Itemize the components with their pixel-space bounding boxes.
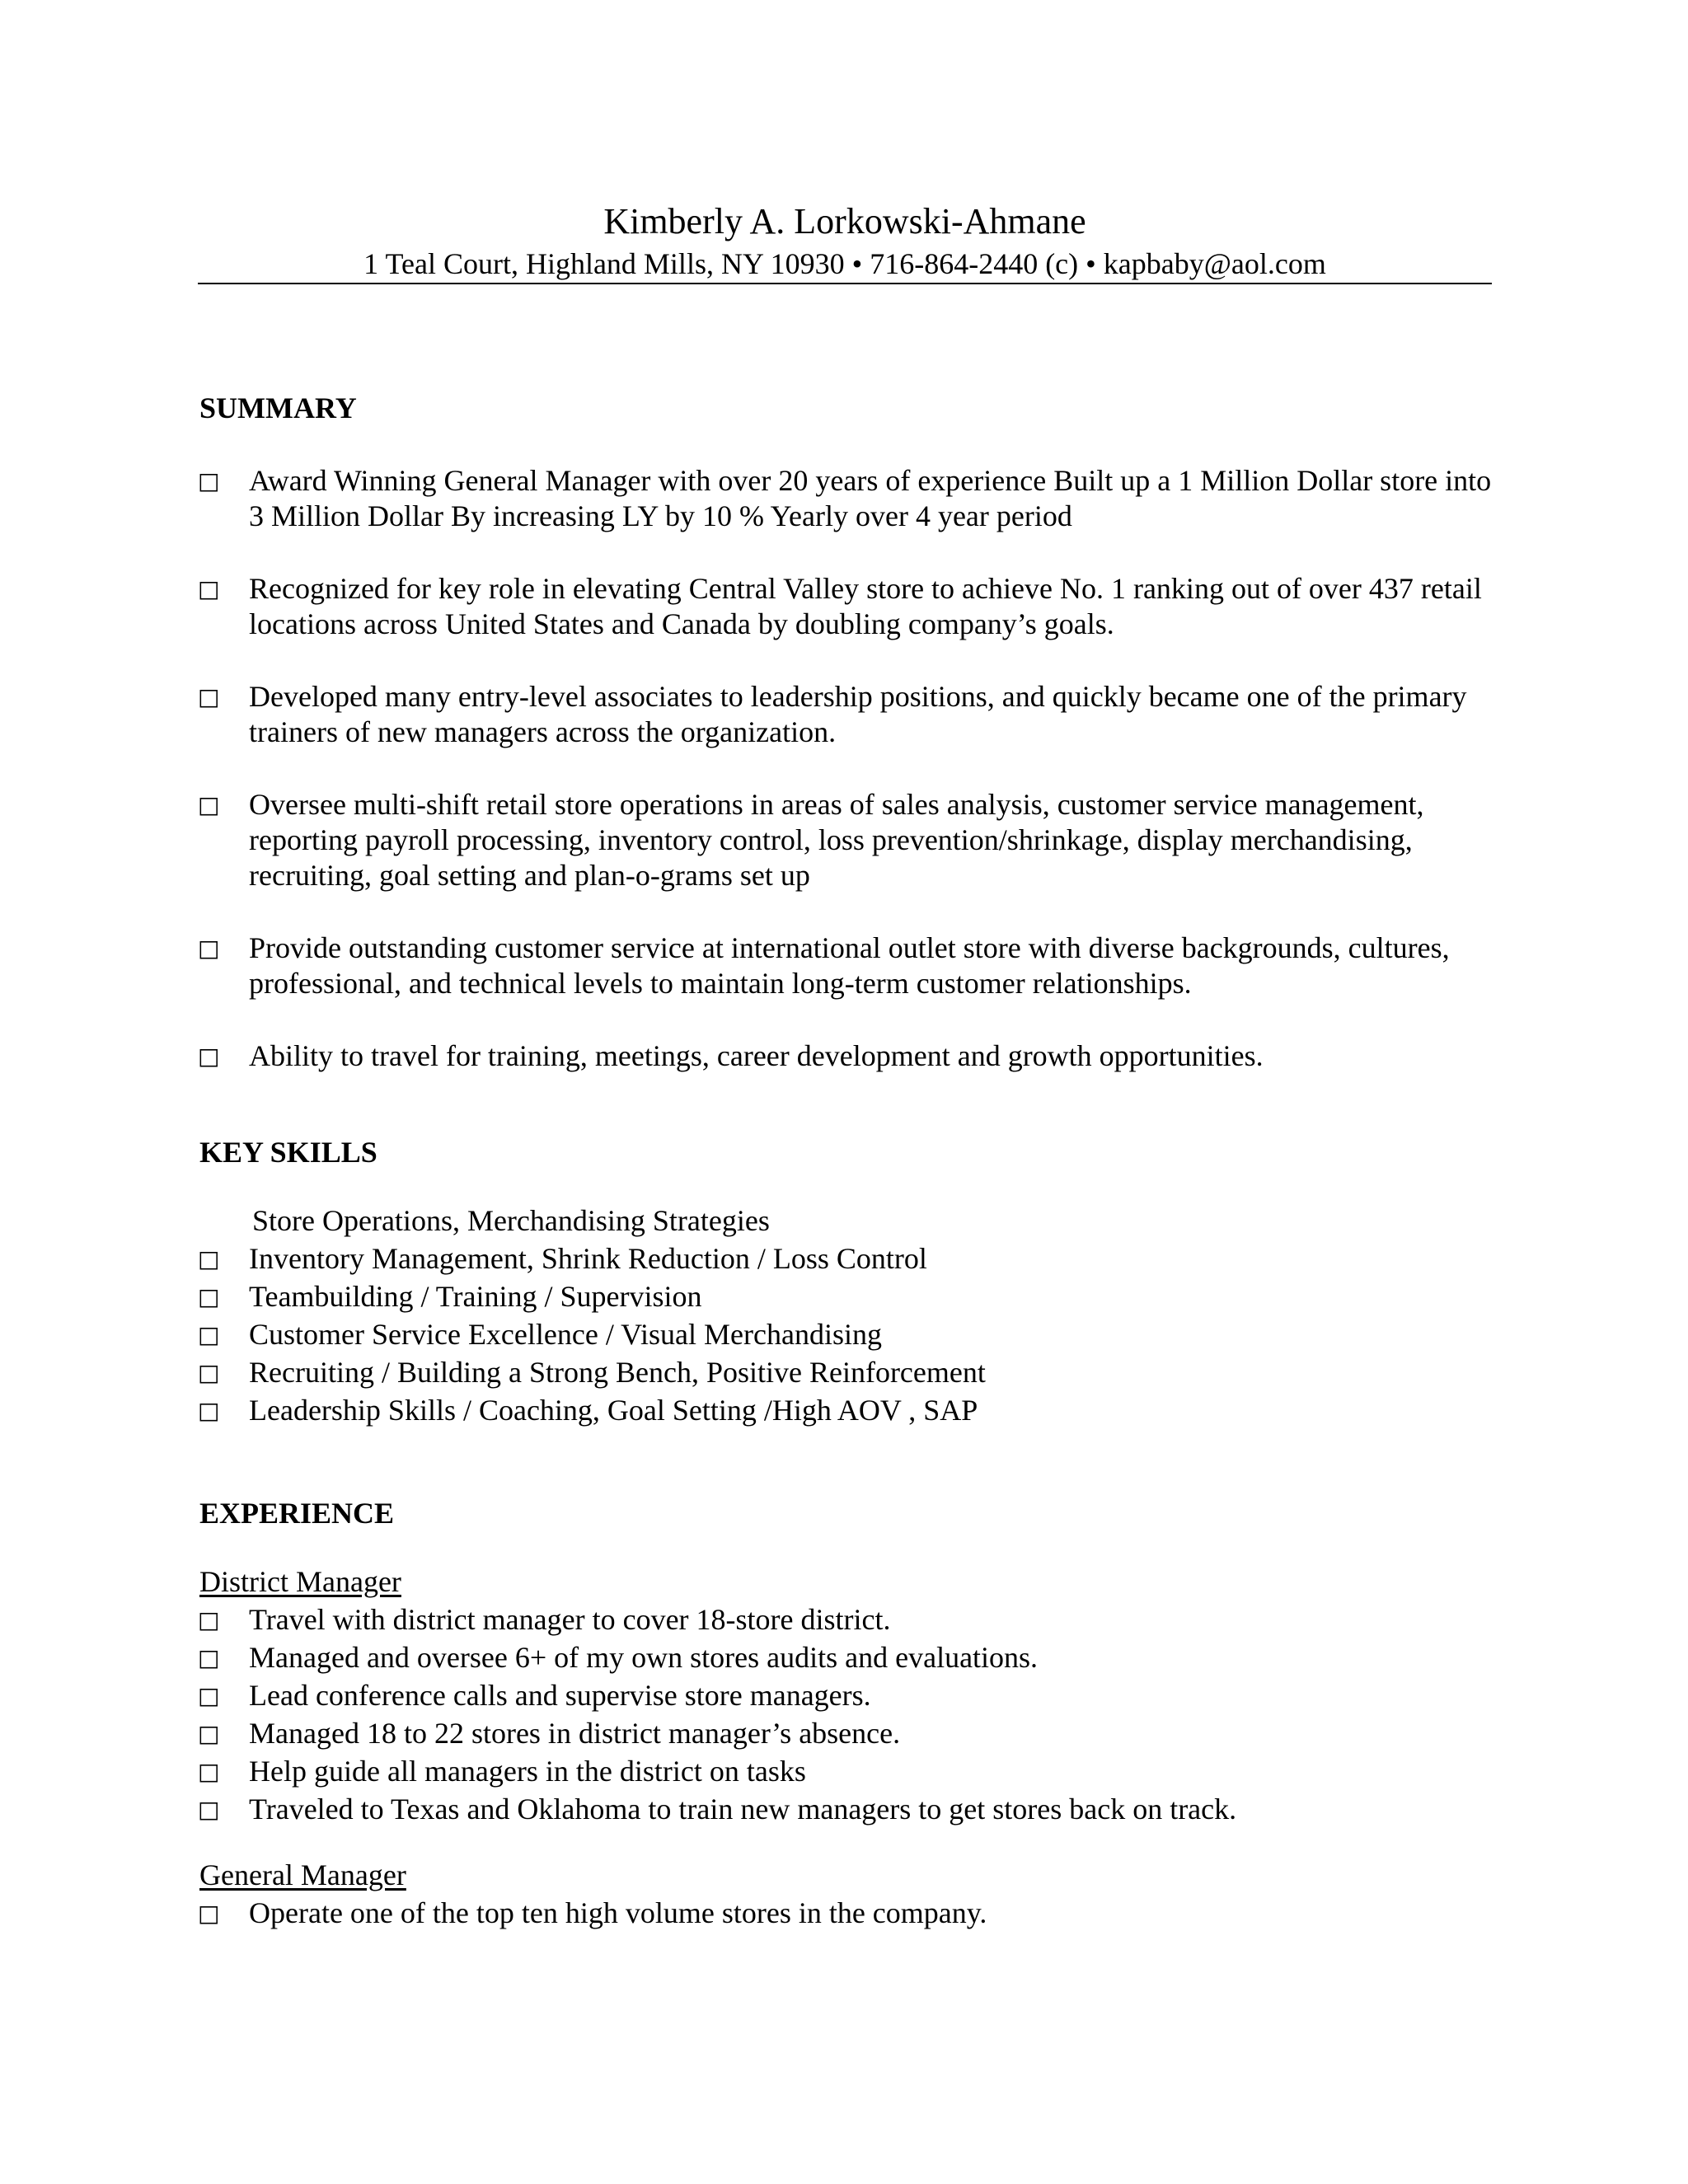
duty-text: Travel with district manager to cover 18-store district.: [249, 1603, 891, 1636]
bullet-icon: □: [198, 1644, 220, 1671]
list-item: [198, 1241, 1492, 1277]
summary-heading: SUMMARY: [199, 391, 357, 424]
summary-item-text: Ability to travel for training, meetings, career development and growth opportunities.: [249, 1039, 1264, 1072]
summary-item-text: Provide outstanding customer service at international outlet store with diverse backgrounds, cultures, professional, and technical levels to maintain long-term customer relationships.: [249, 931, 1450, 1000]
candidate-name: Kimberly A. Lorkowski-Ahmane: [603, 201, 1086, 241]
list-item: [198, 463, 1492, 534]
job-title-general-manager: General Manager: [199, 1858, 406, 1891]
bullet-icon: □: [198, 1321, 220, 1348]
bullet-icon: □: [198, 1606, 220, 1633]
skill-text: Recruiting / Building a Strong Bench, Positive Reinforcement: [249, 1356, 986, 1389]
general-manager-duties: [198, 1896, 1492, 1933]
job-title-district-manager: District Manager: [199, 1565, 401, 1598]
summary-item-text: Developed many entry-level associates to leadership positions, and quickly became one of the primary trainers of new managers across the organization.: [249, 680, 1467, 748]
bullet-icon: □: [198, 575, 220, 602]
list-item: [198, 1640, 1492, 1675]
list-item: [198, 1355, 1492, 1390]
bullet-icon: □: [198, 935, 220, 962]
key-skills-heading: KEY SKILLS: [199, 1136, 377, 1169]
duty-text: Help guide all managers in the district on tasks: [249, 1755, 806, 1788]
header-divider: [198, 283, 1492, 284]
list-item: [198, 1678, 1492, 1713]
bullet-icon: □: [198, 1245, 220, 1272]
list-item: [198, 1038, 1492, 1074]
list-item: [198, 930, 1492, 1001]
list-item: [198, 787, 1492, 893]
skill-text: Customer Service Excellence / Visual Merchandising: [249, 1318, 882, 1351]
bullet-icon: □: [198, 1043, 220, 1070]
bullet-icon: □: [198, 467, 220, 494]
summary-item-text: Recognized for key role in elevating Central Valley store to achieve No. 1 ranking out of over 437 retail locations across United States and Canada by doubling company’s goals.: [249, 572, 1482, 640]
list-item: [198, 1716, 1492, 1751]
list-item: [198, 1754, 1492, 1789]
resume-page: [198, 0, 1492, 2184]
list-item: [198, 571, 1492, 642]
list-item: [198, 1792, 1492, 1827]
duty-text: Traveled to Texas and Oklahoma to train new managers to get stores back on track.: [249, 1793, 1237, 1825]
list-item: [198, 1279, 1492, 1315]
duty-text: Managed and oversee 6+ of my own stores audits and evaluations.: [249, 1641, 1039, 1674]
experience-heading: EXPERIENCE: [199, 1497, 395, 1530]
bullet-icon: □: [198, 1758, 220, 1785]
bullet-icon: □: [198, 1359, 220, 1386]
summary-item-text: Award Winning General Manager with over 20 years of experience Built up a 1 Million Dollar store into 3 Million Dollar By increasing LY by 10 % Yearly over 4 year period: [249, 464, 1492, 532]
skill-text: Teambuilding / Training / Supervision: [249, 1280, 702, 1313]
contact-line: 1 Teal Court, Highland Mills, NY 10930 • 716-864-2440 (c) • kapbaby@aol.com: [363, 247, 1326, 280]
duty-text: Managed 18 to 22 stores in district manager’s absence.: [249, 1717, 901, 1750]
skill-text: Leadership Skills / Coaching, Goal Setting /High AOV , SAP: [249, 1394, 978, 1427]
list-item: [198, 1393, 1492, 1428]
list-item: [198, 1896, 1492, 1931]
list-item: [198, 1317, 1492, 1352]
list-item: [198, 1602, 1492, 1638]
summary-item-text: Oversee multi-shift retail store operations in areas of sales analysis, customer service management, reporting payroll processing, inventory control, loss prevention/shrinkage, display merchandising, recruiting, goal setting and plan-o-grams set up: [249, 788, 1424, 892]
key-skills-first-line: Store Operations, Merchandising Strategies: [252, 1204, 770, 1237]
bullet-icon: □: [198, 791, 220, 818]
bullet-icon: □: [198, 1682, 220, 1709]
bullet-icon: □: [198, 1283, 220, 1310]
list-item: [198, 679, 1492, 750]
summary-list: [198, 463, 1492, 1111]
skill-text: Inventory Management, Shrink Reduction / Loss Control: [249, 1242, 927, 1275]
bullet-icon: □: [198, 1796, 220, 1823]
duty-text: Operate one of the top ten high volume stores in the company.: [249, 1896, 987, 1929]
bullet-icon: □: [198, 683, 220, 710]
bullet-icon: □: [198, 1720, 220, 1747]
district-manager-duties: [198, 1602, 1492, 1830]
key-skills-list: [198, 1241, 1492, 1431]
bullet-icon: □: [198, 1900, 220, 1927]
bullet-icon: □: [198, 1397, 220, 1424]
duty-text: Lead conference calls and supervise store managers.: [249, 1679, 871, 1712]
